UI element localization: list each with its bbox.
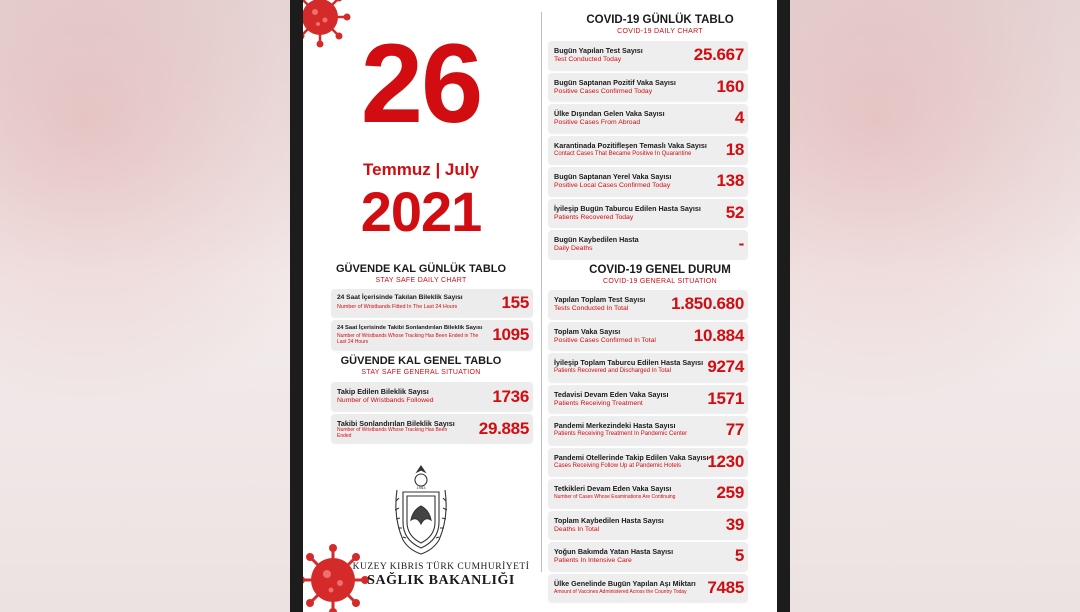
row-label-tr: Bugün Yapılan Test Sayısı bbox=[554, 46, 643, 55]
row-label-en: Contact Cases That Became Positive In Quarantine bbox=[554, 150, 692, 157]
general-row bbox=[548, 511, 748, 540]
date-month: Temmuz | July bbox=[363, 160, 479, 179]
row-label-tr: Takip Edilen Bileklik Sayısı bbox=[337, 387, 429, 396]
daily-row bbox=[548, 41, 748, 70]
general-row bbox=[548, 353, 748, 382]
row-label-tr: Toplam Vaka Sayısı bbox=[554, 326, 621, 336]
general-row bbox=[548, 385, 748, 414]
daily-row bbox=[548, 104, 748, 133]
row-label-tr: Bugün Saptanan Yerel Vaka Sayısı bbox=[554, 172, 672, 181]
row-label-tr: 24 Saat İçerisinde Takılan Bileklik Sayısı bbox=[337, 294, 463, 301]
ministry-line1: KUZEY KIBRIS TÜRK CUMHURİYETİ bbox=[352, 562, 530, 572]
stay-safe-daily-subtitle: STAY SAFE DAILY CHART bbox=[375, 277, 467, 284]
general-row bbox=[548, 542, 748, 571]
general-row bbox=[548, 574, 748, 603]
row-label-en: Daily Deaths bbox=[554, 245, 593, 252]
daily-row bbox=[548, 199, 748, 228]
date-day: 26 bbox=[360, 21, 482, 146]
row-label-en: Positive Cases Confirmed Today bbox=[554, 87, 653, 95]
row-value: 155 bbox=[501, 293, 529, 312]
daily-title: COVID-19 GÜNLÜK TABLO bbox=[586, 14, 734, 26]
date-year: 2021 bbox=[360, 180, 482, 243]
row-value: - bbox=[738, 234, 744, 254]
row-value: 1571 bbox=[707, 388, 744, 408]
row-value: 10.884 bbox=[693, 325, 744, 345]
general-row bbox=[548, 322, 748, 351]
emblem-year: 1983 bbox=[416, 485, 426, 490]
ministry-name: SAĞLIK BAKANLIĞI bbox=[367, 573, 515, 588]
row-label-tr: Pandemi Otellerinde Takip Edilen Vaka Sayısı bbox=[554, 452, 709, 462]
row-value: 1.850.680 bbox=[671, 294, 744, 314]
daily-row bbox=[548, 230, 748, 259]
row-value: 77 bbox=[725, 420, 744, 440]
row-label-en: Deaths In Total bbox=[554, 525, 600, 533]
row-label-tr: Karantinada Pozitifleşen Temaslı Vaka Sayısı bbox=[554, 140, 707, 150]
row-label-en: Patients Receiving Treatment In Pandemic Center bbox=[554, 431, 688, 437]
row-value: 1095 bbox=[492, 325, 529, 344]
row-label-en: Number of Wristbands Fitted In The Last 24 Hours bbox=[337, 304, 458, 310]
row-label-tr: Takibi Sonlandırılan Bileklik Sayısı bbox=[337, 419, 455, 428]
row-label-en: Test Conducted Today bbox=[554, 56, 622, 63]
row-value: 52 bbox=[725, 202, 744, 222]
daily-subtitle: COVID-19 DAILY CHART bbox=[617, 28, 703, 35]
background-left bbox=[0, 0, 290, 612]
row-label-tr: İyileşip Bugün Taburcu Edilen Hasta Sayısı bbox=[554, 203, 701, 213]
general-row bbox=[548, 416, 748, 445]
row-label-en: Positive Cases Confirmed In Total bbox=[554, 336, 656, 344]
row-label-tr: 24 Saat İçerisinde Takibi Sonlandırılan Bileklik Sayısı bbox=[337, 325, 483, 331]
row-value: 1736 bbox=[492, 386, 529, 406]
row-label-en: Number of Wristbands Followed bbox=[337, 397, 434, 404]
stay-safe-general-row bbox=[331, 382, 533, 411]
row-value: 138 bbox=[716, 171, 744, 191]
row-label-en: Patients Recovered Today bbox=[554, 213, 634, 221]
row-value: 25.667 bbox=[693, 45, 744, 65]
row-label-en: Positive Cases From Abroad bbox=[554, 119, 641, 126]
row-label-tr: İyileşip Toplam Taburcu Edilen Hasta Sayısı bbox=[554, 358, 704, 367]
row-value: 7485 bbox=[707, 577, 744, 597]
row-label-tr: Tetkikleri Devam Eden Vaka Sayısı bbox=[554, 484, 672, 493]
daily-row bbox=[548, 73, 748, 102]
row-label-en: Amount of Vaccines Administered Across the Country Today bbox=[554, 588, 687, 595]
general-title: COVID-19 GENEL DURUM bbox=[589, 264, 731, 276]
row-value: 29.885 bbox=[478, 418, 529, 438]
general-row bbox=[548, 290, 748, 319]
row-label-tr: Bugün Kaybedilen Hasta bbox=[554, 235, 639, 244]
row-value: 259 bbox=[716, 483, 744, 503]
stay-safe-daily-row bbox=[331, 289, 533, 317]
row-value: 160 bbox=[716, 76, 744, 96]
row-label-tr: Ülke Genelinde Bugün Yapılan Aşı Miktarı bbox=[554, 578, 696, 588]
row-label-en: Number of Wristbands Whose Tracking Has Been Ended bbox=[337, 427, 448, 439]
row-value: 4 bbox=[734, 108, 744, 128]
daily-row bbox=[548, 136, 748, 165]
row-label-en: Number of Cases Whose Examinations Are Continuing bbox=[554, 494, 676, 500]
background-right bbox=[790, 0, 1080, 612]
left-column bbox=[303, 0, 539, 612]
row-label-tr: Yapılan Toplam Test Sayısı bbox=[554, 295, 646, 304]
general-subtitle: COVID-19 GENERAL SITUATION bbox=[603, 278, 717, 285]
column-divider bbox=[541, 12, 542, 572]
row-label-en: Patients Recovered and Discharged In Total bbox=[554, 368, 671, 374]
row-value: 5 bbox=[734, 546, 744, 566]
row-value: 39 bbox=[725, 514, 744, 534]
row-label-en: Patients In Intensive Care bbox=[554, 557, 632, 564]
covid-poster bbox=[303, 0, 777, 612]
row-label-en: Positive Local Cases Confirmed Today bbox=[554, 182, 671, 189]
general-row bbox=[548, 448, 748, 477]
row-label-en: Tests Conducted In Total bbox=[554, 305, 629, 312]
row-label-en: Cases Receiving Follow Up at Pandemic Hotels bbox=[554, 462, 682, 469]
coat-of-arms-icon bbox=[393, 462, 449, 558]
row-value: 9274 bbox=[707, 357, 744, 377]
row-value: 1230 bbox=[707, 451, 744, 471]
row-label-tr: Bugün Saptanan Pozitif Vaka Sayısı bbox=[554, 77, 676, 87]
row-label-tr: Yoğun Bakımda Yatan Hasta Sayısı bbox=[554, 547, 674, 556]
general-row bbox=[548, 479, 748, 508]
row-label-tr: Tedavisi Devam Eden Vaka Sayısı bbox=[554, 389, 669, 399]
stay-safe-daily-title: GÜVENDE KAL GÜNLÜK TABLO bbox=[335, 263, 507, 275]
row-value: 18 bbox=[725, 139, 744, 159]
stay-safe-daily-row bbox=[331, 320, 533, 350]
stay-safe-general-subtitle: STAY SAFE GENERAL SITUATION bbox=[361, 369, 481, 376]
stay-safe-general-title: GÜVENDE KAL GENEL TABLO bbox=[340, 355, 502, 367]
row-label-en: Number of Wristbands Whose Tracking Has Been Ended in The Last 24 Hours bbox=[337, 333, 479, 345]
row-label-en: Patients Receiving Treatment bbox=[554, 399, 643, 407]
daily-row bbox=[548, 167, 748, 196]
row-label-tr: Ülke Dışından Gelen Vaka Sayısı bbox=[554, 109, 665, 118]
row-label-tr: Toplam Kaybedilen Hasta Sayısı bbox=[554, 515, 664, 525]
stay-safe-general-row bbox=[331, 414, 533, 443]
row-label-tr: Pandemi Merkezindeki Hasta Sayısı bbox=[554, 421, 676, 430]
